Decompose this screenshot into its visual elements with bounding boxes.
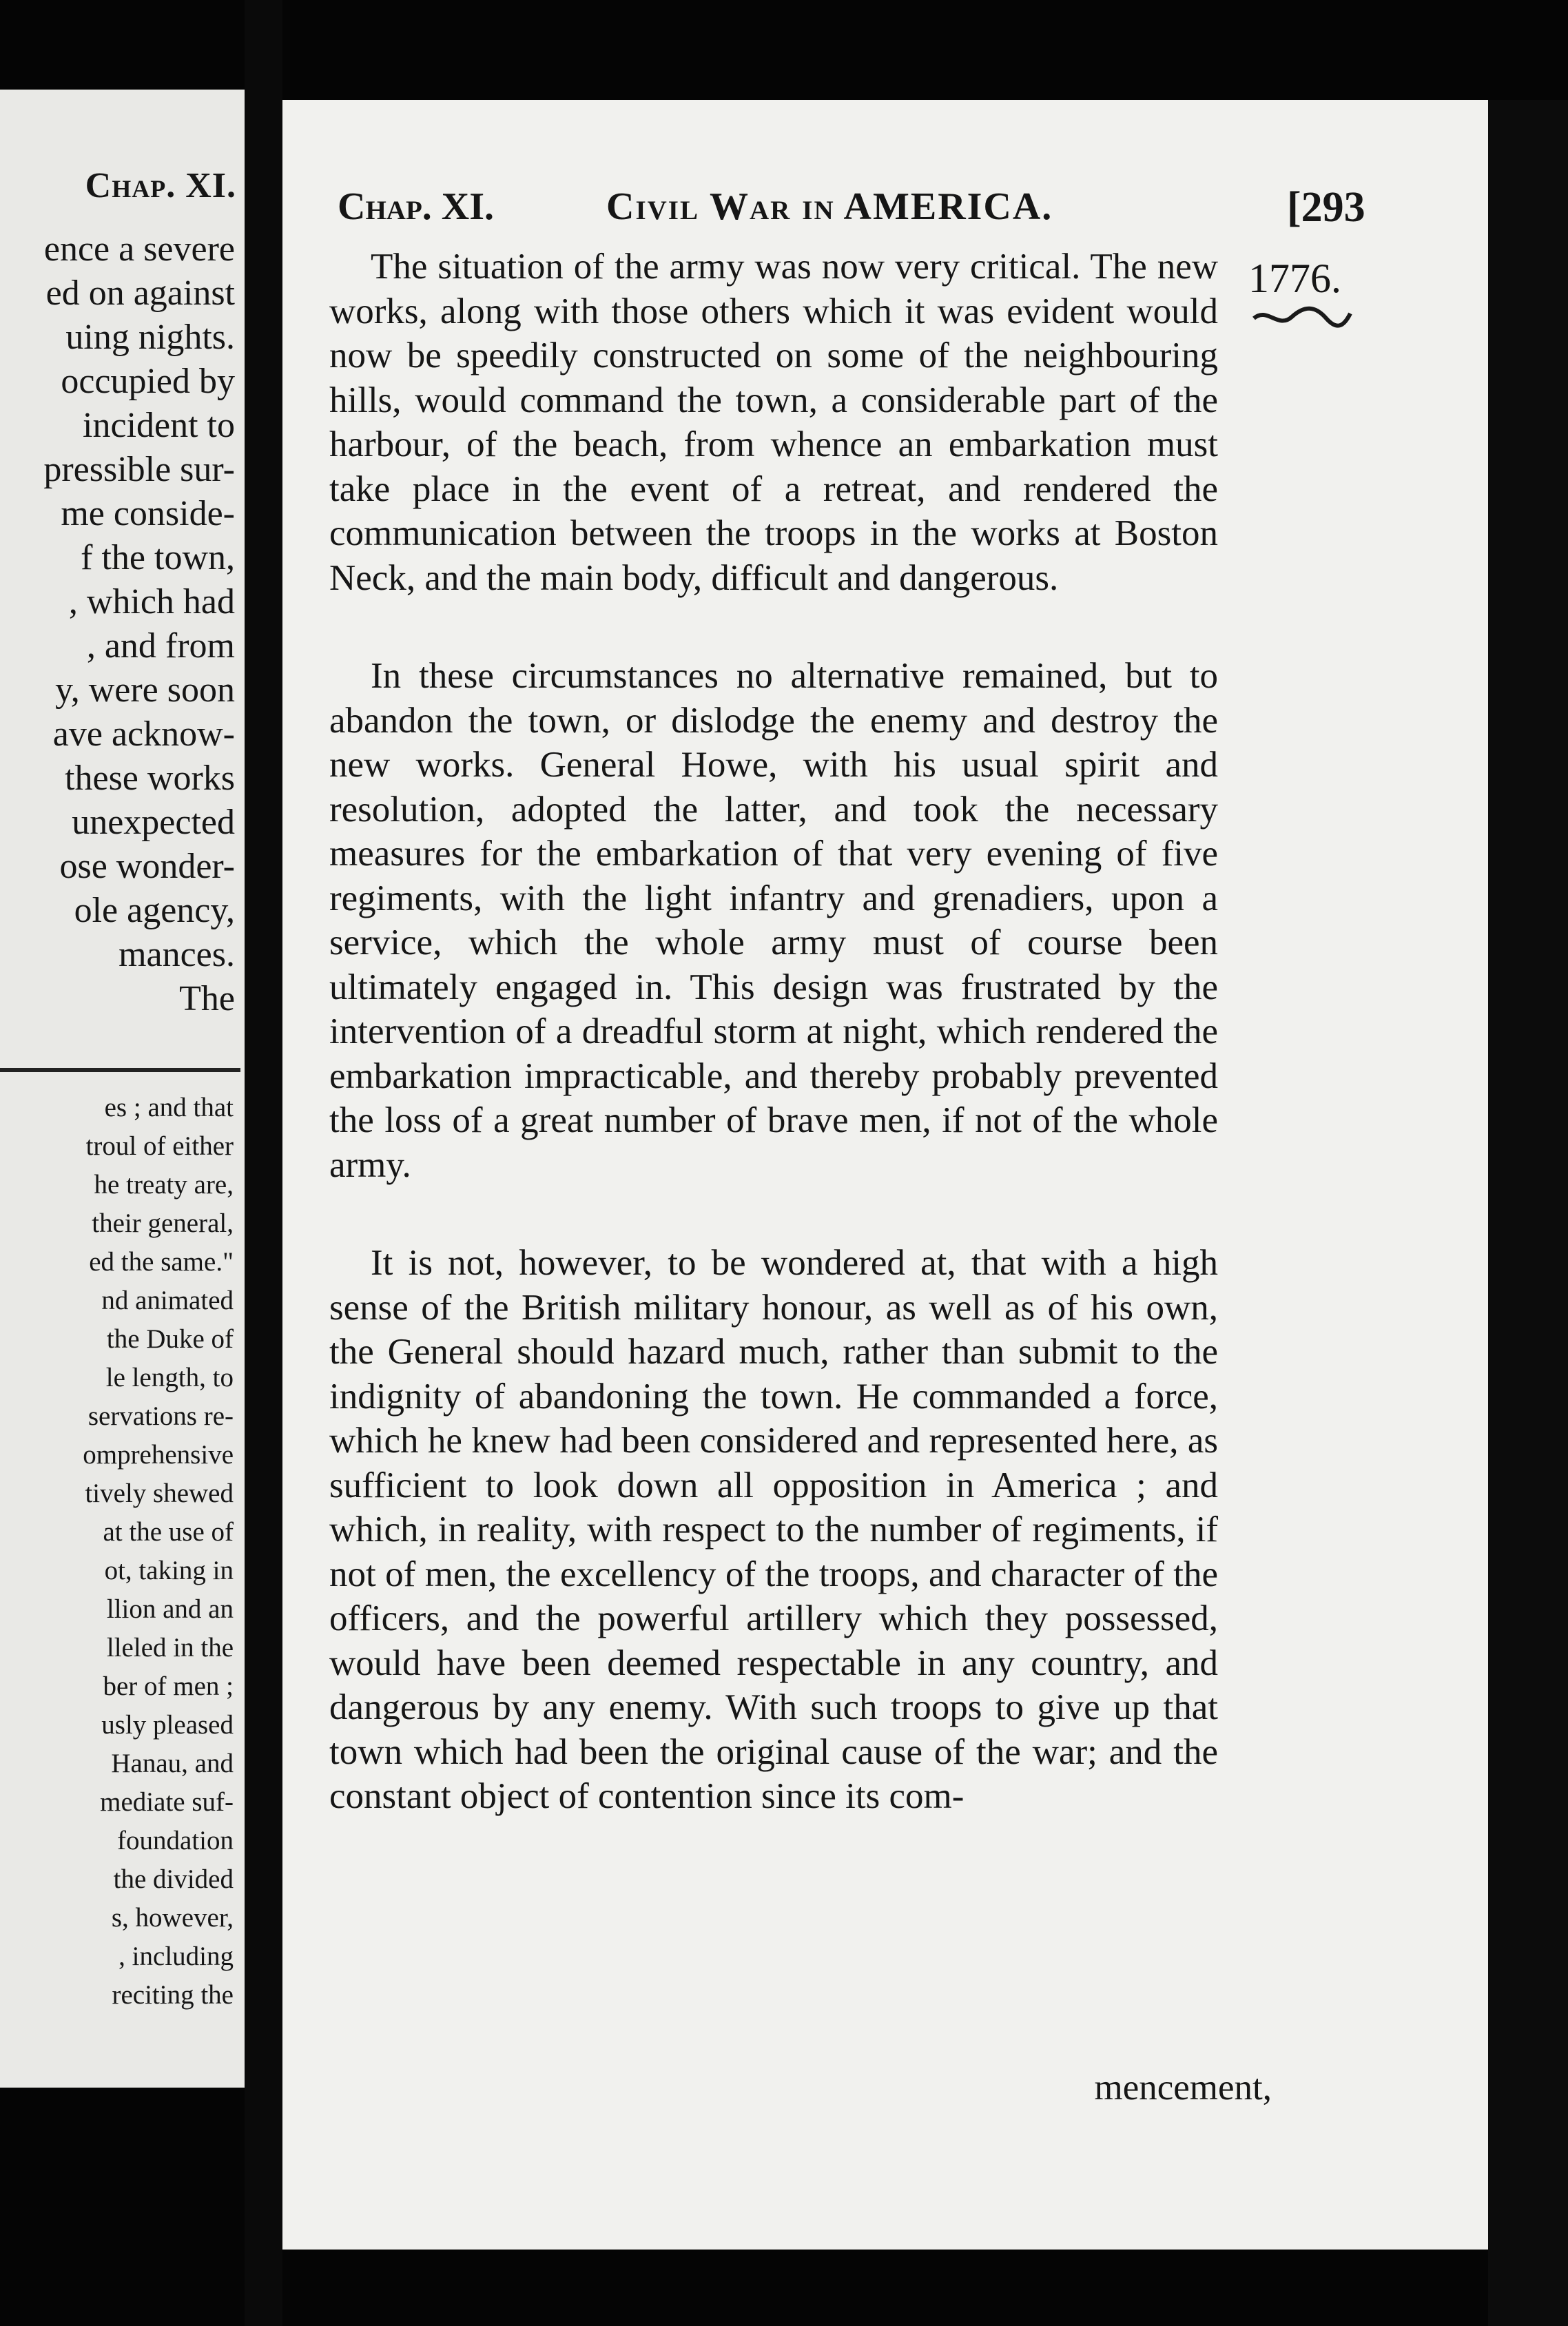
left-footnote-line: troul of either [85, 1131, 234, 1161]
left-page-fragment [0, 90, 245, 2088]
left-footnote-line: ot, taking in [104, 1556, 234, 1585]
left-footnote-line: Hanau, and [111, 1749, 234, 1778]
left-footnote-line: lleled in the [106, 1633, 234, 1663]
page-edge-shadow [1488, 100, 1568, 2326]
left-footnote-line: s, however, [111, 1903, 234, 1933]
catchword: mencement, [1094, 2068, 1272, 2108]
paragraph-1: The situation of the army was now very critical. The new works, along with those others which it was evident would now be speedily constructed on some of the neighbouring hills, would command the town, a considerable part of the harbour, of the beach, from whence an embarkation must take place in the event of a retreat, and rendered the communication between the troops in the works at Boston Neck, and the main body, difficult and dangerous. [329, 247, 1218, 598]
left-footnote-line: mediate suf- [100, 1787, 234, 1817]
left-page-line: these works [65, 759, 235, 798]
left-page-line: , and from [86, 626, 235, 666]
left-footnote-line: the Duke of [106, 1324, 234, 1354]
left-page-line: occupied by [61, 362, 235, 401]
left-footnote-line: tively shewed [85, 1479, 234, 1508]
left-page-line: ole agency, [74, 891, 235, 930]
left-footnote-line: es ; and that [104, 1093, 234, 1122]
left-footnote-line: their general, [92, 1208, 234, 1238]
left-footnote-line: omprehensive [83, 1440, 234, 1470]
page-number: [293 [1287, 184, 1365, 231]
left-running-head: Chap. XI. [85, 166, 236, 205]
book-gutter [245, 0, 282, 2326]
left-page-line: , which had [68, 582, 235, 621]
left-page-line: y, were soon [55, 670, 235, 710]
left-footnote-line: he treaty are, [94, 1170, 234, 1200]
left-footnote-line: reciting the [112, 1980, 234, 2010]
year-flourish-ornament [1250, 303, 1354, 331]
left-page-line: pressible sur- [43, 450, 235, 489]
left-footnote-line: ber of men ; [103, 1671, 234, 1701]
left-footnote-line: , including [118, 1942, 234, 1971]
left-page-line: ence a severe [43, 229, 235, 269]
chapter-label: Chap. XI. [338, 185, 494, 228]
left-page-line: ave acknow- [52, 714, 235, 754]
main-text [329, 245, 1218, 1819]
left-footnote-line: nd animated [101, 1286, 234, 1315]
left-page-line: ose wonder- [59, 847, 235, 886]
left-footnote-line: at the use of [103, 1517, 234, 1547]
left-page-line: unexpected [72, 803, 235, 842]
margin-year: 1776. [1248, 256, 1341, 301]
left-page-line: ed on against [45, 274, 235, 313]
left-page-line: The [179, 979, 235, 1018]
left-footnote-line: the divided [113, 1864, 234, 1894]
left-footnote-line: ed the same." [89, 1247, 234, 1277]
left-page-line: f the town, [81, 538, 235, 577]
left-page-line: mances. [118, 935, 235, 974]
left-page-line: uing nights. [65, 318, 235, 357]
left-page-line: me conside- [61, 494, 235, 533]
left-footnote-line: llion and an [106, 1594, 234, 1624]
left-footnote-line: servations re- [87, 1401, 234, 1431]
left-page-line: incident to [83, 406, 235, 445]
paragraph-3: It is not, however, to be wondered at, that with a high sense of the British military honour, as well as of his own, the General should hazard much, rather than submit to the indignity of abandoning the town. He commanded a force, which he knew had been considered and represented here, as sufficient to look down all opposition in America ; and which, in reality, with respect to the number of regiments, if not of men, the excellency of the troops, and character of the officers, and the powerful artillery which they possessed, would have been deemed respectable in any country, and dangerous by any enemy. With such troops to give up that town which had been the original cause of the war; and the constant object of contention since its com- [329, 1243, 1218, 1816]
left-footnote-line: le length, to [105, 1363, 234, 1392]
left-footnote-line: usly pleased [101, 1710, 234, 1740]
footnote-rule [0, 1068, 240, 1072]
paragraph-2: In these circumstances no alternative remained, but to abandon the town, or dislodge the enemy and destroy the new works. General Howe, with his usual spirit and resolution, adopted the latter, and took the necessary measures for the embarkation of that very evening of five regiments, with the light infantry and grenadiers, upon a service, which the whole army must of course been ultimately engaged in. This design was frustrated by the intervention of a dreadful storm at night, which rendered the embarkation impracticable, and thereby probably prevented the loss of a great number of brave men, if not of the whole army. [329, 656, 1218, 1185]
left-footnote-line: foundation [117, 1826, 234, 1855]
book-title: Civil War in AMERICA. [606, 185, 1053, 228]
